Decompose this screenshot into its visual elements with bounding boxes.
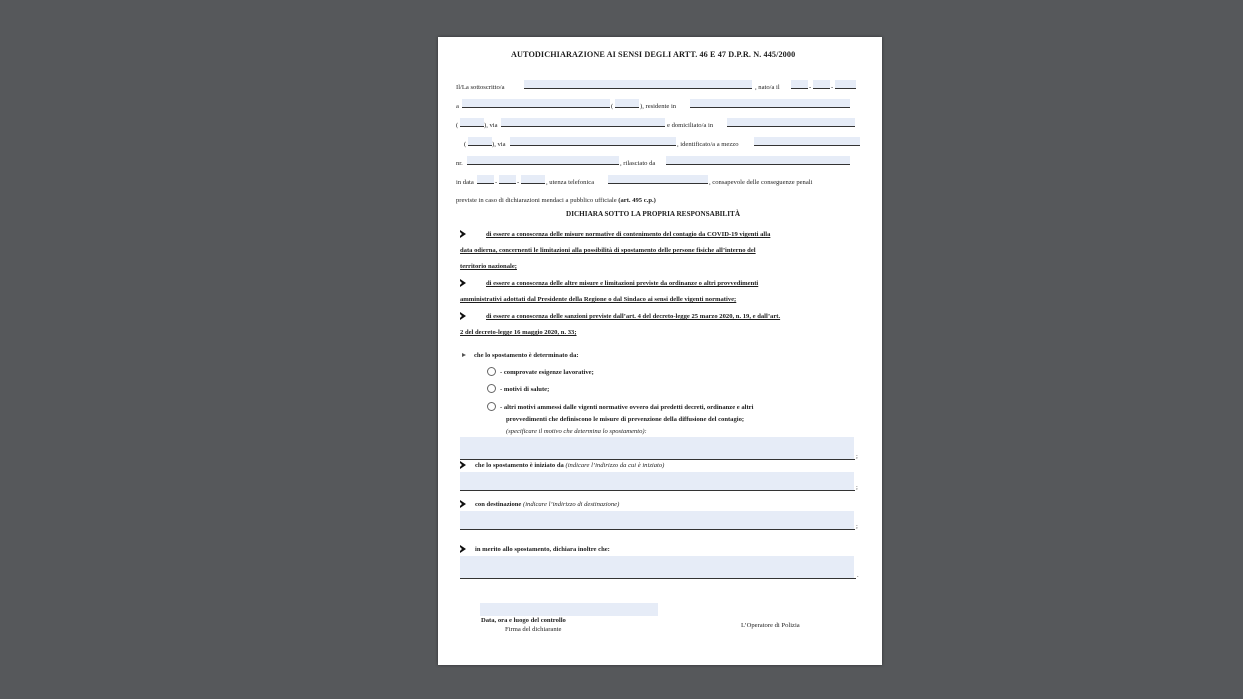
residente-label: ), residente in: [640, 103, 677, 110]
period-end: .: [857, 572, 859, 579]
nato-label: , nato/a il: [755, 84, 780, 91]
nr-label: nr.: [456, 160, 463, 167]
domicile-province-field[interactable]: [468, 137, 492, 146]
bullet-1-line-1: di essere a conoscenza delle misure normative di contenimento del contagio da COVID-19 vigenti alla: [486, 231, 771, 238]
destination-underline: [460, 529, 855, 530]
bullet-1-line-2: data odierna, concernenti le limitazioni alla possibilità di spostamento delle persone fisiche all’interno del: [460, 247, 756, 254]
domicile-field[interactable]: [727, 118, 855, 127]
arrow-bullet-icon: [460, 461, 466, 469]
radio-salute[interactable]: [487, 384, 496, 393]
semicolon-3: ;: [856, 523, 858, 530]
via-label-2: ), via: [492, 141, 506, 148]
arrow-bullet-icon: [460, 279, 466, 287]
motivo-underline: [460, 459, 855, 460]
consapevole-label: , consapevole delle conseguenze penali: [709, 179, 813, 186]
spostamento-label: che lo spostamento è determinato da:: [474, 352, 579, 359]
birth-year-field[interactable]: [835, 80, 856, 89]
bullet-2-line-1: di essere a conoscenza delle altre misure e limitazioni previste da ordinanze o altri provvedimenti: [486, 280, 759, 287]
name-field[interactable]: [524, 80, 752, 89]
birth-day-field[interactable]: [791, 80, 808, 89]
bullet-2-line-2: amministrativi adottati dal Presidente della Regione o dal Sindaco ai sensi delle vigenti normative;: [460, 296, 737, 303]
domicile-street-field[interactable]: [510, 137, 676, 146]
operatore-label: L’Operatore di Polizia: [741, 622, 800, 629]
radio-lavorative[interactable]: [487, 367, 496, 376]
birth-province-field[interactable]: [615, 99, 639, 108]
issued-by-field[interactable]: [666, 156, 850, 165]
residence-street-field[interactable]: [501, 118, 665, 127]
rilasciato-label: , rilasciato da: [620, 160, 656, 167]
option-altri-line-2: provvedimenti che definiscono le misure di prevenzione della diffusione del contagio;: [506, 416, 745, 423]
semicolon-2: ;: [856, 484, 858, 491]
iniziato-label: che lo spostamento è iniziato da (indicare l’indirizzo da cui è iniziato): [475, 462, 665, 469]
destination-address-field[interactable]: [460, 511, 854, 529]
sottoscritto-label: Il/La sottoscritto/a: [456, 84, 505, 91]
identificato-label: , identificato/a a mezzo: [677, 141, 739, 148]
document-title: AUTODICHIARAZIONE AI SENSI DEGLI ARTT. 46 E 47 D.P.R. N. 445/2000: [511, 50, 796, 59]
destinazione-label: con destinazione (indicare l’indirizzo di destinazione): [475, 501, 620, 508]
domiciliato-label: e domiciliato/a in: [667, 122, 714, 129]
data-luogo-label: Data, ora e luogo del controllo: [481, 617, 566, 624]
bullet-3-line-1: di essere a conoscenza delle sanzioni previste dall’art. 4 del decreto-legge 25 marzo 2020, n. 19, e dall’art.: [486, 313, 781, 320]
issue-dash-2: -: [517, 179, 520, 186]
bullet-3-line-2: 2 del decreto-legge 16 maggio 2020, n. 33;: [460, 329, 577, 336]
firma-label: Firma del dichiarante: [505, 626, 562, 633]
issue-month-field[interactable]: [499, 175, 516, 184]
semicolon-1: ;: [856, 453, 858, 460]
arrow-bullet-icon: [460, 545, 466, 553]
merito-textarea[interactable]: [460, 556, 854, 578]
option-salute-label: - motivi di salute;: [500, 386, 550, 393]
utenza-label: , utenza telefonica: [546, 179, 595, 186]
residence-field[interactable]: [690, 99, 850, 108]
birth-dash-2: -: [831, 84, 834, 91]
previste-text: previste in caso di dichiarazioni mendaci a pubblico ufficiale (art. 495 c.p.): [456, 197, 656, 204]
id-document-field[interactable]: [754, 137, 860, 146]
option-altri-hint: (specificare il motivo che determina lo spostamento):: [506, 428, 647, 435]
phone-field[interactable]: [608, 175, 708, 184]
birth-dash-1: -: [809, 84, 812, 91]
data-luogo-field[interactable]: [480, 603, 658, 616]
origin-address-field[interactable]: [460, 472, 854, 490]
document-number-field[interactable]: [467, 156, 619, 165]
arrow-bullet-icon: [460, 312, 466, 320]
merito-label: in merito allo spostamento, dichiara inoltre che:: [475, 546, 610, 553]
arrow-bullet-icon: [460, 500, 466, 508]
in-data-label: in data: [456, 179, 474, 186]
radio-altri-motivi[interactable]: [487, 402, 496, 411]
small-arrow-icon: [462, 353, 466, 357]
merito-underline: [460, 578, 856, 579]
issue-dash-1: -: [495, 179, 498, 186]
option-lavorative-label: - comprovate esigenze lavorative;: [500, 369, 594, 376]
residence-province-field[interactable]: [460, 118, 484, 127]
issue-year-field[interactable]: [521, 175, 545, 184]
via-label-1: ), via: [484, 122, 498, 129]
option-altri-line-1: - altri motivi ammessi dalle vigenti normative ovvero dai predetti decreti, ordinanze e altri: [500, 404, 754, 411]
arrow-bullet-icon: [460, 230, 466, 238]
paren-open-2: (: [456, 122, 459, 129]
declares-heading: DICHIARA SOTTO LA PROPRIA RESPONSABILITÀ: [566, 210, 741, 218]
origin-underline: [460, 490, 855, 491]
paren-open-3: (: [464, 141, 467, 148]
birth-month-field[interactable]: [813, 80, 830, 89]
issue-day-field[interactable]: [477, 175, 494, 184]
bullet-1-line-3: territorio nazionale;: [460, 263, 517, 270]
form-page: [438, 37, 882, 665]
a-label: a: [456, 103, 459, 110]
birthplace-field[interactable]: [462, 99, 610, 108]
paren-open-1: (: [611, 103, 614, 110]
motivo-textarea[interactable]: [460, 437, 854, 459]
